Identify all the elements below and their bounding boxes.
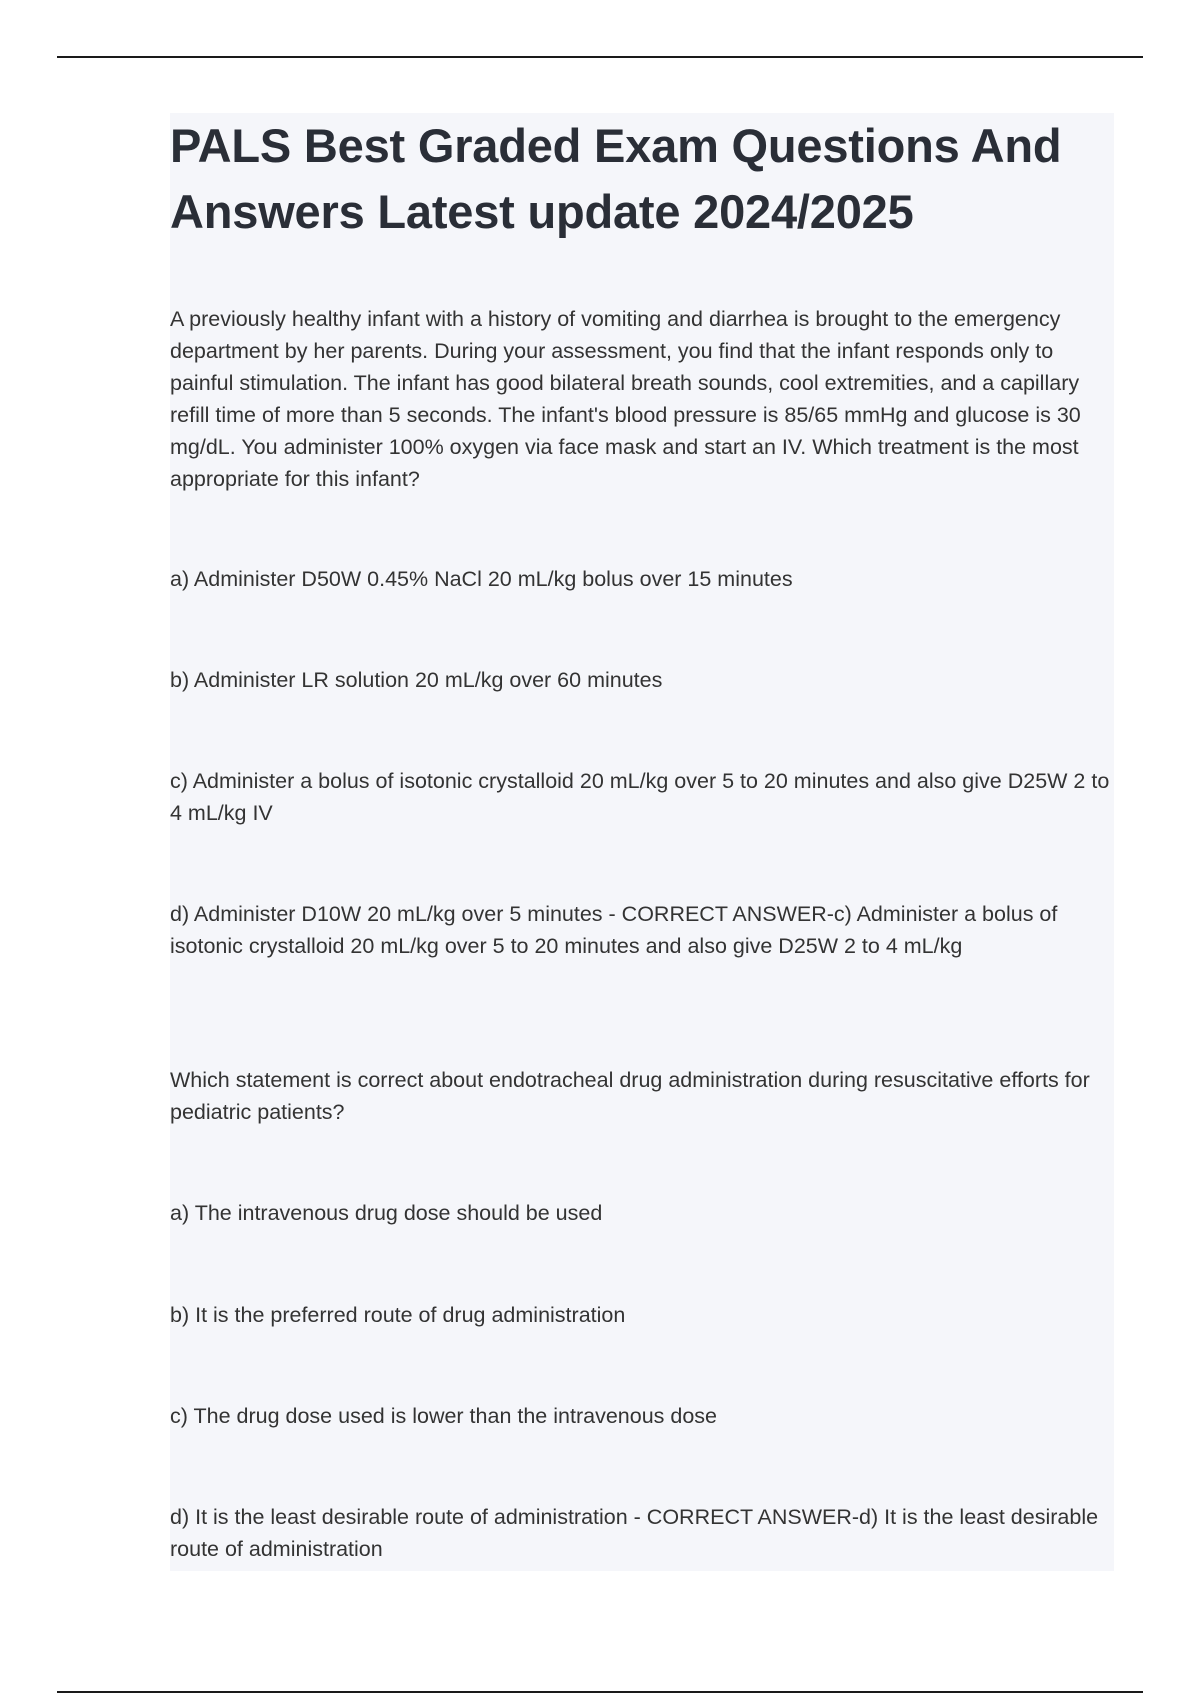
- question-1-stem: A previously healthy infant with a history of vomiting and diarrhea is brought to the emergency department by her parents. During your assessment, you find that the infant responds only to painful stimulation. The infant has good bilateral breath sounds, cool extremities, and a capillary refill time of more than 5 seconds. The infant's blood pressure is 85/65 mmHg and glucose is 30 mg/dL. You administer 100% oxygen via face mask and start an IV. Which treatment is the most appropriate for this infant?: [170, 307, 1081, 491]
- question-1-option-b: b) Administer LR solution 20 mL/kg over 60 minutes: [170, 668, 663, 692]
- question-2-option-b: b) It is the preferred route of drug administration: [170, 1303, 626, 1327]
- question-2-option-a: a) The intravenous drug dose should be used: [170, 1201, 603, 1225]
- header-rule: [57, 56, 1143, 58]
- question-2-stem: Which statement is correct about endotracheal drug administration during resuscitative efforts for pediatric patients?: [170, 1068, 1090, 1124]
- question-2-option-c: c) The drug dose used is lower than the intravenous dose: [170, 1404, 717, 1428]
- footer-rule: [57, 1691, 1143, 1693]
- question-2-option-d-with-answer: d) It is the least desirable route of administration - CORRECT ANSWER-d) It is the least desirable route of administration: [170, 1505, 1099, 1561]
- question-1-option-a: a) Administer D50W 0.45% NaCl 20 mL/kg bolus over 15 minutes: [170, 567, 793, 591]
- question-1-option-c: c) Administer a bolus of isotonic crystalloid 20 mL/kg over 5 to 20 minutes and also give D25W 2 to 4 mL/kg IV: [170, 769, 1110, 825]
- document-title: PALS Best Graded Exam Questions And Answers Latest update 2024/2025: [170, 119, 1062, 238]
- document-body: [170, 113, 1114, 1571]
- question-1-option-d-with-answer: d) Administer D10W 20 mL/kg over 5 minutes - CORRECT ANSWER-c) Administer a bolus of isotonic crystalloid 20 mL/kg over 5 to 20 minutes and also give D25W 2 to 4 mL/kg: [170, 902, 1058, 958]
